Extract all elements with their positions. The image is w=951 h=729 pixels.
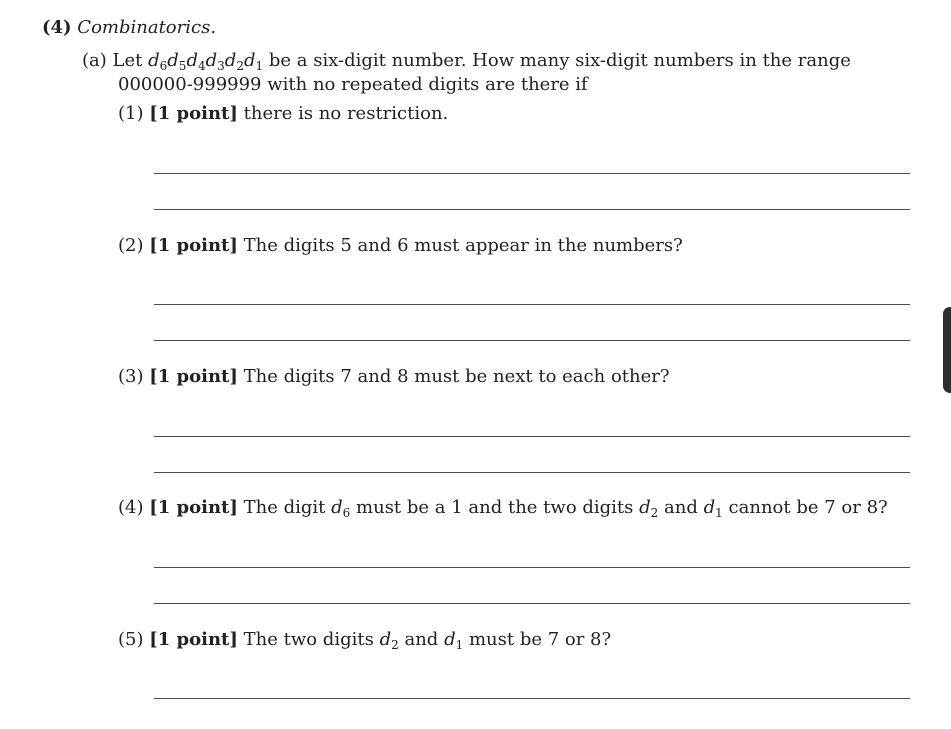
- answer-line-q2-2: [154, 340, 910, 341]
- math-var-d2: $d_2$: [639, 497, 659, 520]
- section-number: (4): [42, 17, 72, 38]
- part-a-line1: [82, 50, 851, 72]
- question-5: [118, 629, 611, 651]
- question-text-d: cannot be 7 or 8?: [728, 497, 888, 518]
- question-text-b: must be a 1 and the two digits: [356, 497, 634, 518]
- question-1: [118, 103, 448, 125]
- math-var-d1: $d_1$: [444, 629, 464, 652]
- part-a-line2: 000000-999999 with no repeated digits are there if: [118, 74, 588, 95]
- math-var-d6: $d_6$: [331, 497, 351, 520]
- question-label: (4): [118, 497, 144, 518]
- question-points: [1 point]: [149, 366, 238, 387]
- answer-line-q1-2: [154, 209, 910, 210]
- answer-line-q1-1: [154, 173, 910, 174]
- question-points: [1 point]: [149, 103, 238, 124]
- answer-line-q3-2: [154, 472, 910, 473]
- question-text: there is no restriction.: [243, 103, 449, 124]
- section-title: Combinatorics.: [77, 17, 217, 38]
- math-var-d1: $d_1$: [703, 497, 723, 520]
- question-3: [118, 366, 670, 388]
- question-label: (5): [118, 629, 144, 650]
- side-panel-handle[interactable]: [943, 307, 951, 393]
- question-text: The digits 7 and 8 must be next to each other?: [243, 366, 670, 387]
- part-a-intro-pre: Let: [112, 50, 143, 71]
- question-text-a: The digit: [243, 497, 326, 518]
- question-label: (3): [118, 366, 144, 387]
- answer-line-q2-1: [154, 304, 910, 305]
- six-digit-number-expression: $d_6d_5d_4d_3d_2d_1$: [148, 50, 264, 73]
- answer-line-q3-1: [154, 436, 910, 437]
- question-text-c: and: [664, 497, 698, 518]
- question-text: The digits 5 and 6 must appear in the numbers?: [243, 235, 683, 256]
- math-var-d2: $d_2$: [379, 629, 399, 652]
- answer-line-q4-2: [154, 603, 910, 604]
- part-a-intro-post: be a six-digit number. How many six-digit numbers in the range: [268, 50, 851, 71]
- answer-line-q5-1: [154, 698, 910, 699]
- question-points: [1 point]: [149, 235, 238, 256]
- question-label: (1): [118, 103, 144, 124]
- question-text-b: and: [404, 629, 439, 650]
- question-text-c: must be 7 or 8?: [468, 629, 612, 650]
- question-points: [1 point]: [149, 497, 238, 518]
- question-text-a: The two digits: [243, 629, 374, 650]
- question-4: [118, 497, 888, 519]
- question-points: [1 point]: [149, 629, 238, 650]
- answer-line-q4-1: [154, 567, 910, 568]
- part-a-label: (a): [82, 50, 107, 71]
- section-header: [42, 17, 216, 39]
- question-label: (2): [118, 235, 144, 256]
- question-2: [118, 235, 683, 257]
